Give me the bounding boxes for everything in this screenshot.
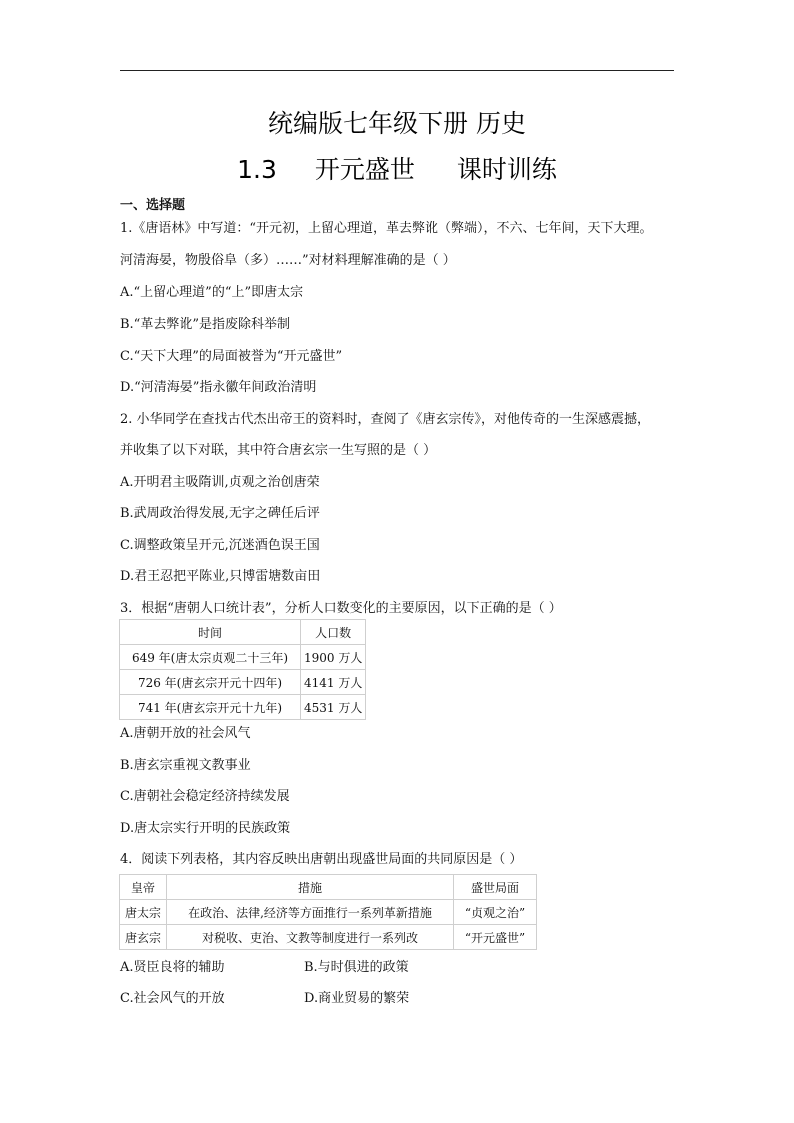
table-cell: 对税收、吏治、文教等制度进行一系列改 — [167, 925, 454, 950]
table-cell: 唐玄宗 — [120, 925, 167, 950]
table-header-row — [120, 875, 537, 900]
table-cell: 4531 万人 — [301, 695, 366, 720]
question-3-option-a: A.唐朝开放的社会风气 — [120, 726, 251, 741]
lesson-topic: 开元盛世 — [314, 155, 415, 184]
question-4-option-c: C.社会风气的开放 — [120, 991, 225, 1006]
table-header-cell: 皇帝 — [120, 875, 167, 900]
question-2-stem-line-2: 并收集了以下对联，其中符合唐玄宗一生写照的是（ ） — [120, 443, 437, 458]
question-3-option-c: C.唐朝社会稳定经济持续发展 — [120, 789, 290, 804]
question-2-stem-line-1: 2. 小华同学在查找古代杰出帝王的资料时，查阅了《唐玄宗传》，对他传奇的一生深感震撼， — [120, 412, 651, 427]
lesson-number: 1.3 — [237, 155, 277, 184]
table-cell: 649 年(唐太宗贞观二十三年) — [120, 645, 301, 670]
question-2-option-d: D.君王忍把平陈业,只博雷塘数亩田 — [120, 569, 321, 584]
table-header-cell: 时间 — [120, 620, 301, 645]
table-row — [120, 670, 366, 695]
question-4-stem: 4．阅读下列表格，其内容反映出唐朝出现盛世局面的共同原因是（ ） — [120, 852, 523, 867]
question-1-option-a: A.“上留心理道”的“上”即唐太宗 — [120, 285, 304, 300]
question-1-option-d: D.“河清海晏”指永徽年间政治清明 — [120, 380, 317, 395]
table-header-cell: 措施 — [167, 875, 454, 900]
question-3-stem: 3．根据“唐朝人口统计表”，分析人口数变化的主要原因，以下正确的是（ ） — [120, 601, 562, 616]
table-header-cell: 盛世局面 — [454, 875, 537, 900]
table-row — [120, 925, 537, 950]
table-cell: 741 年(唐玄宗开元十九年) — [120, 695, 301, 720]
question-3-option-d: D.唐太宗实行开明的民族政策 — [120, 821, 291, 836]
question-4-option-a: A.贤臣良将的辅助 — [120, 960, 225, 975]
table-header-cell: 人口数 — [301, 620, 366, 645]
question-3-option-b: B.唐玄宗重视文教事业 — [120, 758, 251, 773]
lesson-type: 课时训练 — [456, 155, 557, 184]
lesson-title — [0, 150, 794, 186]
page-title: 统编版七年级下册 历史 — [268, 109, 526, 138]
question-4-option-b: B.与时俱进的政策 — [304, 960, 409, 975]
table-cell: 726 年(唐玄宗开元十四年) — [120, 670, 301, 695]
question-2-option-c: C.调整政策呈开元,沉迷酒色误王国 — [120, 538, 320, 553]
table-cell: 1900 万人 — [301, 645, 366, 670]
table-row — [120, 900, 537, 925]
table-header-row — [120, 620, 366, 645]
measures-table — [119, 874, 537, 950]
population-table — [119, 619, 366, 720]
table-row — [120, 695, 366, 720]
table-cell: 4141 万人 — [301, 670, 366, 695]
question-1-stem-line-2: 河清海晏，物殷俗阜（多）……”对材料理解准确的是（ ） — [120, 253, 456, 268]
question-1-stem-line-1: 1.《唐语林》中写道：“开元初，上留心理道，革去弊讹（弊端），不六、七年间，天下大理。 — [120, 221, 653, 236]
question-2-option-a: A.开明君主吸隋训,贞观之治创唐荣 — [120, 475, 320, 490]
table-cell: “开元盛世” — [454, 925, 537, 950]
question-2-option-b: B.武周政治得发展,无字之碑任后评 — [120, 506, 320, 521]
table-cell: 在政治、法律,经济等方面推行一系列革新措施 — [167, 900, 454, 925]
section-heading: 一、选择题 — [120, 198, 186, 213]
question-1-option-c: C.“天下大理”的局面被誉为“开元盛世” — [120, 349, 343, 364]
header-rule — [120, 70, 674, 71]
table-cell: “贞观之治” — [454, 900, 537, 925]
question-4-option-d: D.商业贸易的繁荣 — [304, 991, 410, 1006]
question-1-option-b: B.“革去弊讹”是指废除科举制 — [120, 317, 290, 332]
table-row — [120, 645, 366, 670]
table-cell: 唐太宗 — [120, 900, 167, 925]
